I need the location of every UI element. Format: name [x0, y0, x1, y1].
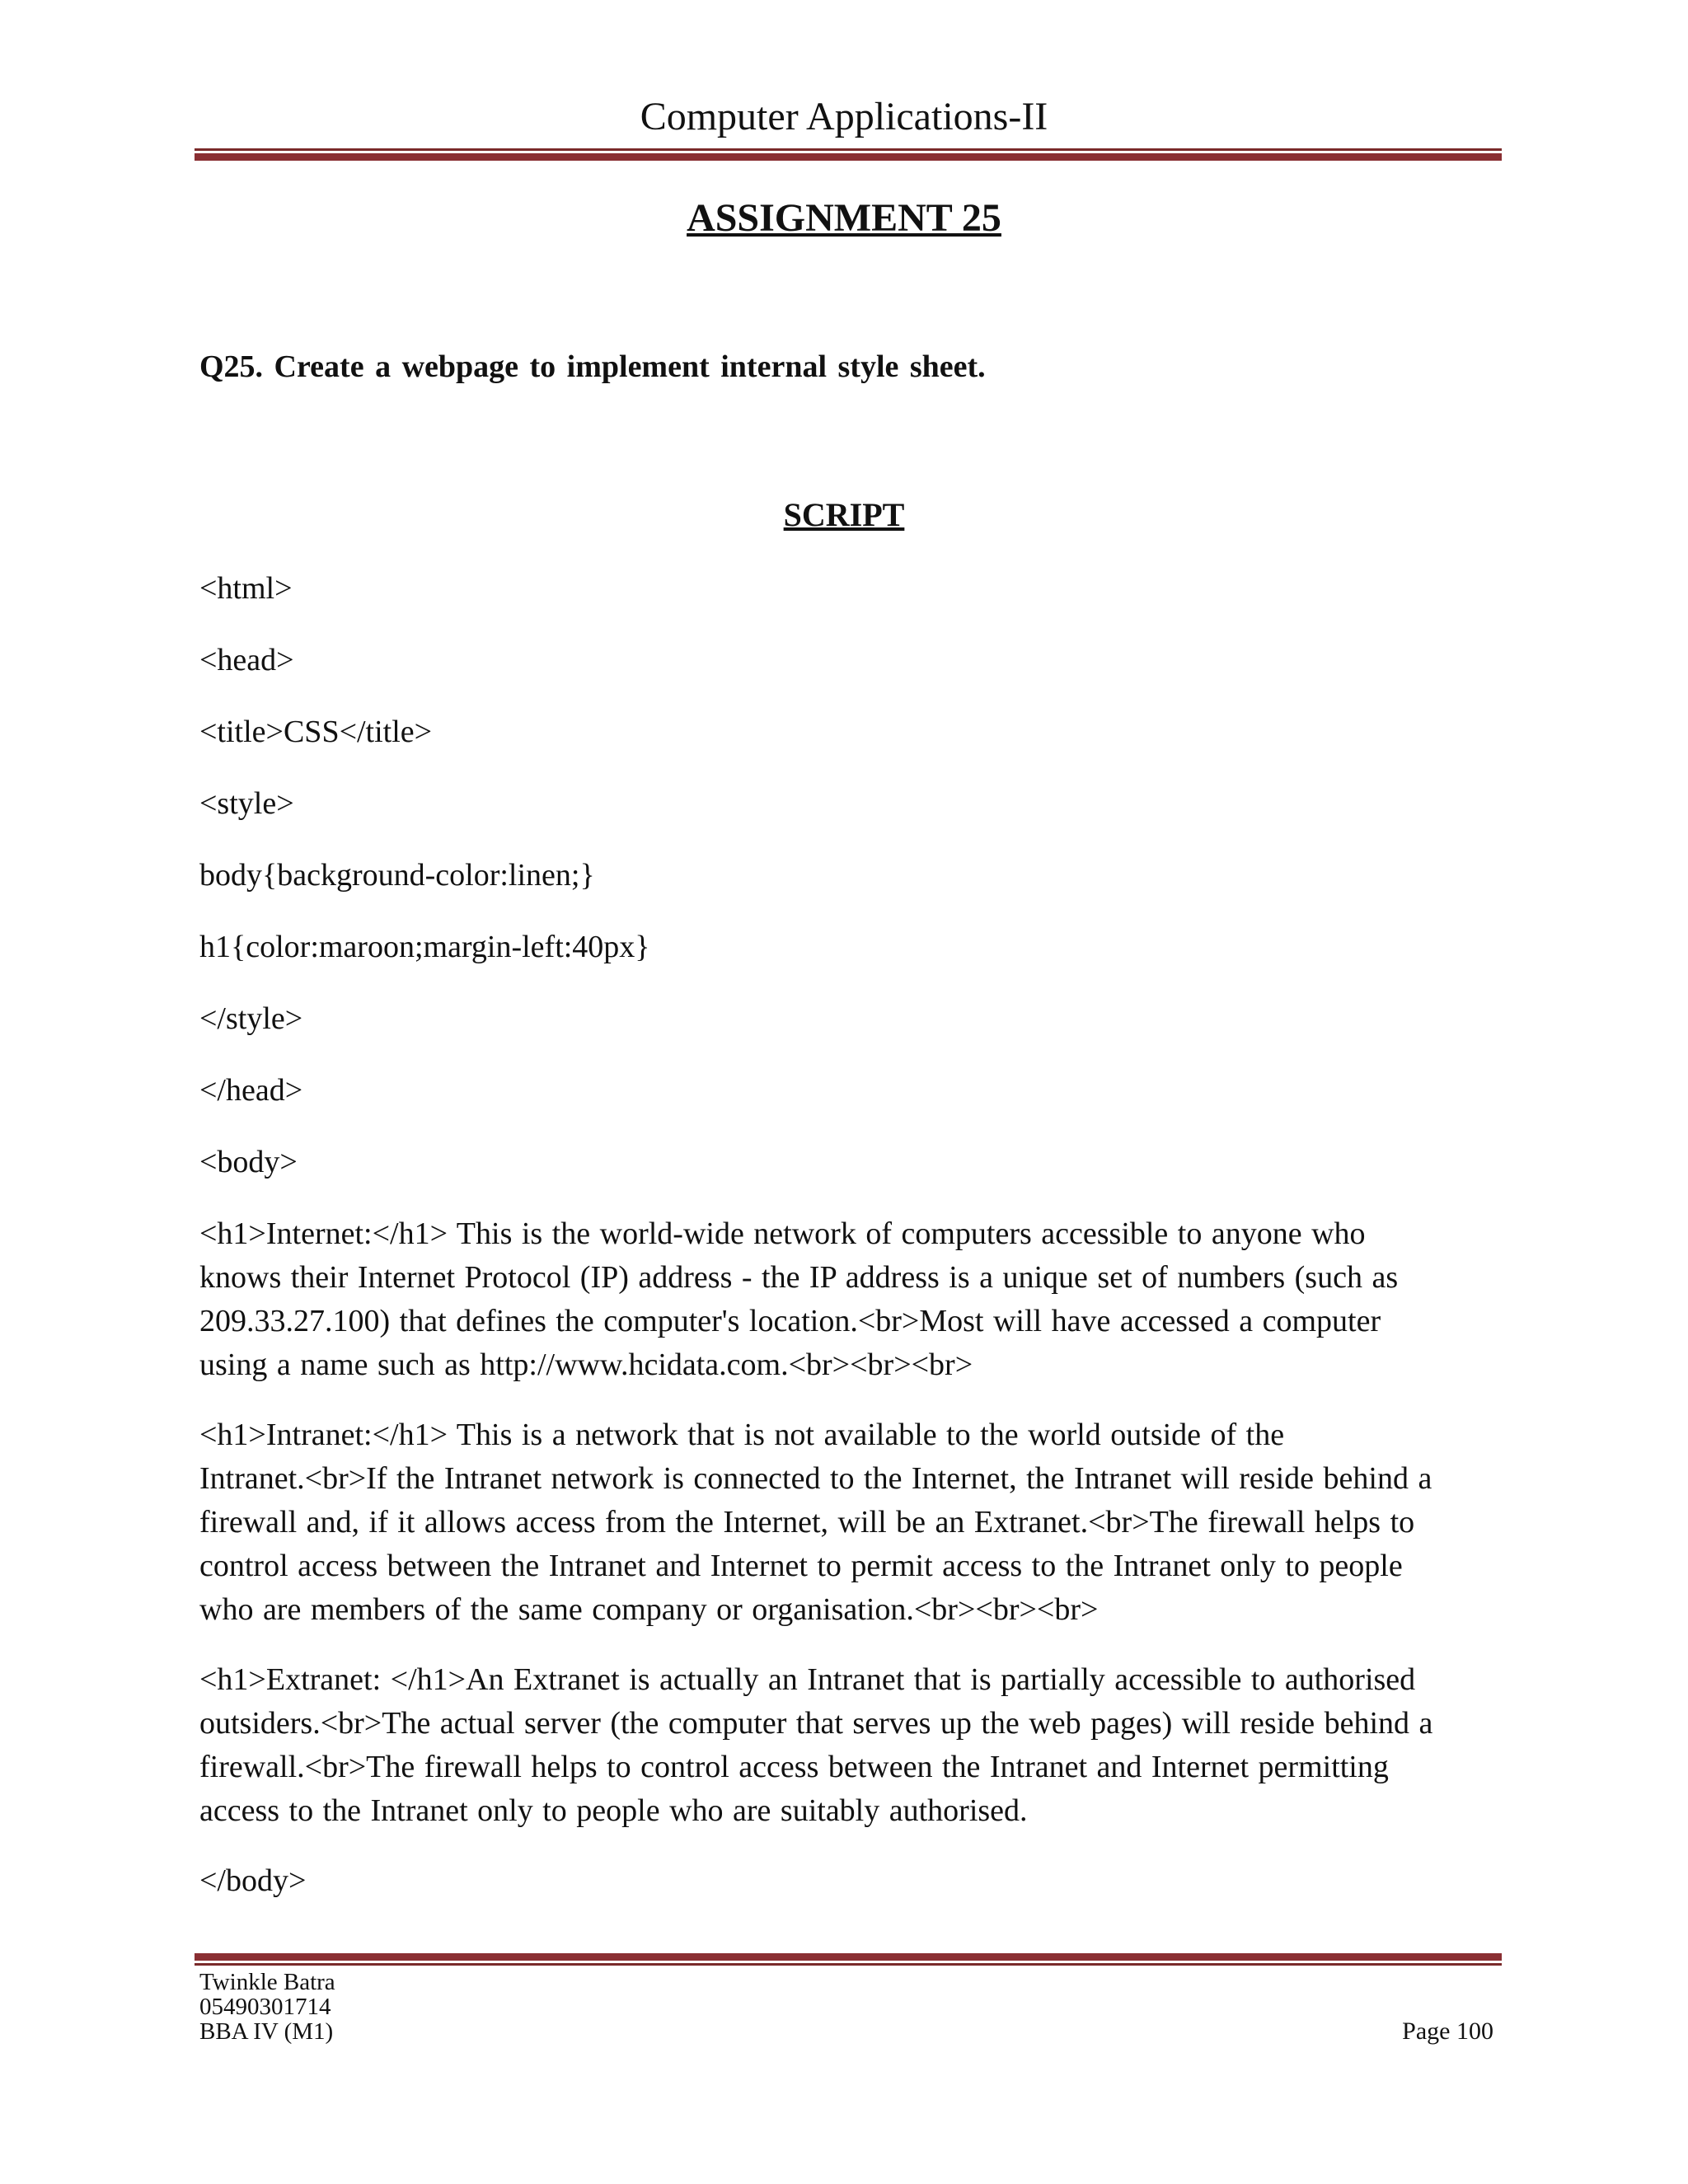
- footer-author-block: [199, 1970, 335, 2044]
- paragraph-line: 209.33.27.100) that defines the computer's location.<br>Most will have accessed a computer: [199, 1304, 1381, 1338]
- paragraph-line: who are members of the same company or organisation.<br><br><br>: [199, 1592, 1099, 1627]
- paragraph-line: knows their Internet Protocol (IP) address - the IP address is a unique set of numbers (such as: [199, 1260, 1399, 1295]
- footer-author: Twinkle Batra: [199, 1969, 335, 1995]
- code-line: body{background-color:linen;}: [199, 858, 595, 893]
- code-line: <title>CSS</title>: [199, 715, 433, 749]
- paragraph-line: Intranet.<br>If the Intranet network is connected to the Internet, the Intranet will reside behind a: [199, 1461, 1432, 1496]
- paragraph-line: outsiders.<br>The actual server (the computer that serves up the web pages) will reside behind a: [199, 1706, 1433, 1741]
- code-line: <head>: [199, 643, 294, 677]
- footer-course: BBA IV (M1): [199, 2018, 334, 2045]
- code-closing-tag: </body>: [199, 1863, 307, 1898]
- paragraph-line: <h1>Internet:</h1> This is the world-wide network of computers accessible to anyone who: [199, 1216, 1366, 1251]
- paragraph-line: control access between the Intranet and Internet to permit access to the Intranet only to people: [199, 1549, 1403, 1583]
- code-line: </style>: [199, 1001, 303, 1036]
- footer-roll-number: 05490301714: [199, 1994, 331, 2020]
- header-divider: [195, 148, 1502, 161]
- code-line: </head>: [199, 1073, 303, 1108]
- paragraph-line: firewall and, if it allows access from the Internet, will be an Extranet.<br>The firewall helps to: [199, 1505, 1415, 1540]
- code-line: <style>: [199, 786, 294, 821]
- question-text: Q25. Create a webpage to implement internal style sheet.: [199, 349, 986, 384]
- code-listing: [199, 567, 1502, 1909]
- code-paragraph-internet: [199, 1212, 1502, 1387]
- page-number: Page 100: [1402, 2018, 1493, 2045]
- code-line: <body>: [199, 1145, 298, 1179]
- paragraph-line: firewall.<br>The firewall helps to control access between the Intranet and Internet permitting: [199, 1750, 1389, 1784]
- script-heading: SCRIPT: [783, 496, 905, 533]
- code-paragraph-intranet: [199, 1413, 1502, 1632]
- footer-divider: [195, 1953, 1502, 1966]
- paragraph-line: using a name such as http://www.hcidata.com.<br><br><br>: [199, 1347, 973, 1382]
- page-header-title: Computer Applications-II: [640, 95, 1048, 138]
- paragraph-line: <h1>Extranet: </h1>An Extranet is actually an Intranet that is partially accessible to authorised: [199, 1662, 1416, 1697]
- code-line: <html>: [199, 571, 293, 606]
- code-line: h1{color:maroon;margin-left:40px}: [199, 930, 650, 964]
- paragraph-line: <h1>Intranet:</h1> This is a network that is not available to the world outside of the: [199, 1418, 1285, 1452]
- code-paragraph-extranet: [199, 1658, 1502, 1833]
- paragraph-line: access to the Intranet only to people who are suitably authorised.: [199, 1793, 1028, 1828]
- assignment-heading: ASSIGNMENT 25: [687, 196, 1001, 240]
